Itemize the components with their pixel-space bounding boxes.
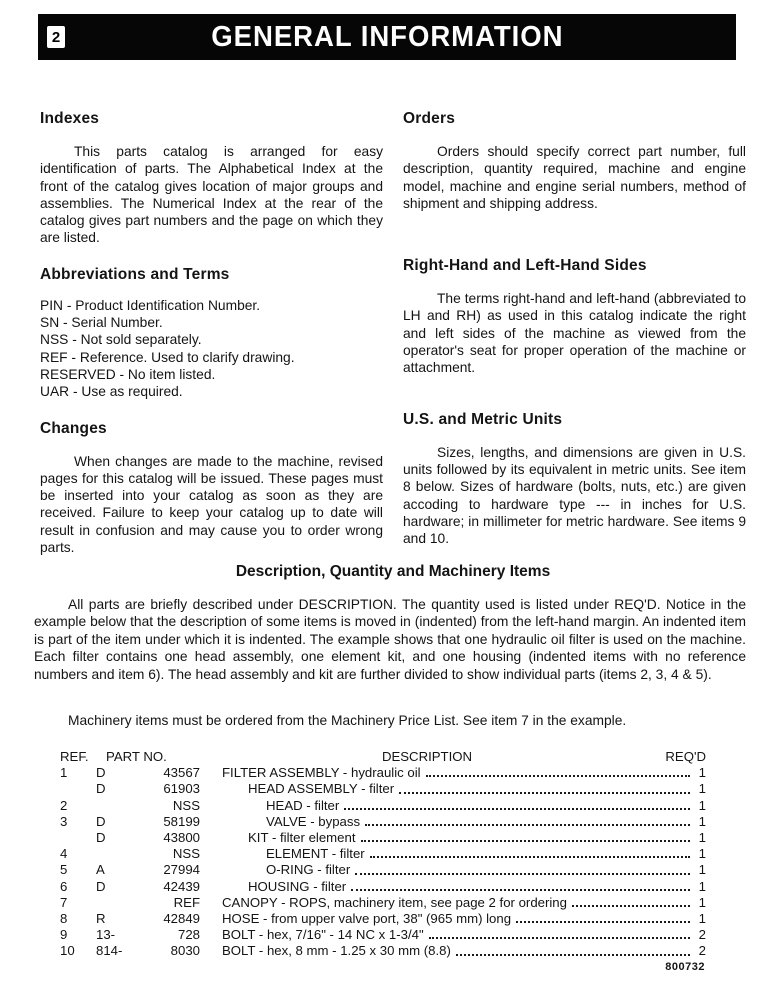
description-cell bbox=[200, 911, 690, 927]
dot-leader bbox=[567, 895, 690, 911]
ref-cell: 4 bbox=[60, 846, 68, 862]
section-orders bbox=[403, 104, 746, 212]
description-text: ELEMENT - filter bbox=[266, 846, 365, 862]
description-cell bbox=[200, 862, 690, 878]
ref-cell: 9 bbox=[60, 927, 68, 943]
abbreviations-list bbox=[40, 297, 383, 401]
reqd-cell: 1 bbox=[698, 878, 706, 894]
section-indexes bbox=[40, 104, 383, 247]
part-prefix-cell: D bbox=[96, 830, 106, 846]
dot-leader bbox=[350, 862, 690, 878]
description-cell bbox=[200, 895, 690, 911]
description-text: HOUSING - filter bbox=[248, 878, 347, 894]
page-title: GENERAL INFORMATION bbox=[210, 20, 564, 53]
dot-leader bbox=[356, 830, 691, 846]
description-text: KIT - filter element bbox=[248, 830, 356, 846]
section-body: The terms right-hand and left-hand (abbreviated to LH and RH) as used in this catalog indicate the right and left sides of the machine as viewed from the operator's seat for proper operation of the machine or attachment. bbox=[403, 291, 746, 376]
ref-cell: 2 bbox=[60, 797, 68, 813]
description-text: BOLT - hex, 7/16" - 14 NC x 1-3/4" bbox=[222, 927, 424, 943]
part-prefix-cell: D bbox=[96, 813, 106, 829]
right-column bbox=[403, 104, 746, 556]
part-prefix-cell: A bbox=[96, 862, 105, 878]
description-column-header: DESCRIPTION bbox=[381, 749, 473, 764]
two-column-region bbox=[40, 104, 746, 556]
reqd-cell: 1 bbox=[698, 894, 706, 910]
description-cell bbox=[200, 830, 690, 846]
part-number-cell: 42849 bbox=[163, 911, 200, 927]
part-number-cell: 8030 bbox=[170, 943, 200, 959]
section-abbreviations bbox=[40, 260, 383, 401]
section-heading: Orders bbox=[403, 110, 456, 127]
description-text: O-RING - filter bbox=[266, 862, 351, 878]
part-number-cell: 728 bbox=[177, 927, 200, 943]
part-number-cell: 42439 bbox=[163, 878, 200, 894]
description-cell bbox=[200, 765, 690, 781]
description-cell bbox=[200, 814, 690, 830]
table-row bbox=[60, 911, 706, 927]
section-heading: Abbreviations and Terms bbox=[40, 265, 230, 283]
section-heading: Indexes bbox=[40, 110, 100, 127]
part-number-cell: 61903 bbox=[163, 781, 200, 797]
parts-table-body bbox=[60, 765, 706, 959]
part-prefix-cell bbox=[96, 846, 138, 862]
part-number-cell: NSS bbox=[172, 846, 200, 862]
left-column bbox=[40, 104, 383, 556]
table-row bbox=[60, 830, 706, 846]
abbreviation-line: SN - Serial Number. bbox=[40, 315, 163, 331]
part-number-cell: 43567 bbox=[163, 765, 200, 781]
ref-column-header: REF. bbox=[60, 749, 89, 764]
table-row bbox=[60, 765, 706, 781]
section-heading: U.S. and Metric Units bbox=[403, 410, 563, 428]
abbreviation-line: REF - Reference. Used to clarify drawing. bbox=[40, 349, 295, 365]
reqd-cell: 2 bbox=[698, 943, 706, 959]
reqd-cell: 1 bbox=[698, 911, 706, 927]
description-cell bbox=[200, 781, 690, 797]
title-bar bbox=[38, 14, 736, 60]
ref-cell: 1 bbox=[60, 765, 68, 781]
reqd-cell: 1 bbox=[698, 862, 706, 878]
ref-cell: 6 bbox=[60, 878, 68, 894]
reqd-cell: 1 bbox=[698, 797, 706, 813]
reqd-cell: 1 bbox=[698, 765, 706, 781]
ref-cell bbox=[60, 830, 96, 846]
part-prefix-cell: 13- bbox=[96, 927, 116, 943]
middle-section-heading: Description, Quantity and Machinery Items bbox=[235, 563, 551, 580]
table-row bbox=[60, 814, 706, 830]
ref-cell: 10 bbox=[60, 943, 75, 959]
description-cell bbox=[200, 943, 690, 959]
description-text: HEAD ASSEMBLY - filter bbox=[248, 781, 395, 797]
description-cell bbox=[200, 846, 690, 862]
description-text: VALVE - bypass bbox=[266, 813, 361, 829]
section-us-metric-units bbox=[403, 405, 746, 548]
dot-leader bbox=[346, 879, 690, 895]
section-body: This parts catalog is arranged for easy identification of parts. The Alphabetical Index at the front of the catalog gives location of major groups and assemblies. The Numerical Index at the rear of the catalog gives part numbers and the page on which they are listed. bbox=[40, 144, 383, 246]
section-right-left-hand bbox=[403, 251, 746, 376]
reqd-cell: 1 bbox=[698, 781, 706, 797]
reqd-cell: 1 bbox=[698, 813, 706, 829]
abbreviation-line: PIN - Product Identification Number. bbox=[40, 297, 261, 313]
part-no-column-header: PART NO. bbox=[106, 749, 167, 764]
ref-cell bbox=[60, 781, 96, 797]
dot-leader bbox=[451, 943, 690, 959]
dot-leader bbox=[511, 911, 690, 927]
section-body: Orders should specify correct part number, full description, quantity required, machine and engine model, machine and engine serial numbers, method of shipment and shipping address. bbox=[403, 144, 746, 211]
page-number-badge: 2 bbox=[47, 26, 65, 48]
table-row bbox=[60, 943, 706, 959]
dot-leader bbox=[365, 846, 690, 862]
description-text: HEAD - filter bbox=[266, 797, 340, 813]
description-text: FILTER ASSEMBLY - hydraulic oil bbox=[222, 765, 421, 781]
section-heading: Changes bbox=[40, 419, 107, 437]
table-row bbox=[60, 846, 706, 862]
part-prefix-cell bbox=[96, 798, 138, 814]
abbreviation-line: NSS - Not sold separately. bbox=[40, 332, 202, 348]
abbreviation-line: UAR - Use as required. bbox=[40, 384, 183, 400]
description-text: BOLT - hex, 8 mm - 1.25 x 30 mm (8.8) bbox=[222, 943, 451, 959]
part-number-cell: NSS bbox=[172, 797, 200, 813]
ref-cell: 8 bbox=[60, 911, 68, 927]
table-row bbox=[60, 879, 706, 895]
ref-cell: 5 bbox=[60, 862, 68, 878]
reqd-column-header: REQ'D bbox=[665, 749, 706, 764]
section-changes bbox=[40, 414, 383, 557]
description-text: CANOPY - ROPS, machinery item, see page 2 for ordering bbox=[222, 894, 567, 910]
middle-paragraph-2: Machinery items must be ordered from the Machinery Price List. See item 7 in the example. bbox=[68, 713, 627, 728]
section-heading: Right-Hand and Left-Hand Sides bbox=[403, 257, 647, 275]
table-row bbox=[60, 927, 706, 943]
part-number-cell: REF bbox=[173, 894, 200, 910]
part-prefix-cell: 814- bbox=[96, 943, 123, 959]
ref-cell: 3 bbox=[60, 813, 68, 829]
reqd-cell: 1 bbox=[698, 830, 706, 846]
table-row bbox=[60, 781, 706, 797]
form-number: 800732 bbox=[665, 961, 705, 973]
part-number-cell: 43800 bbox=[163, 830, 200, 846]
table-row bbox=[60, 862, 706, 878]
description-text: HOSE - from upper valve port, 38" (965 mm) long bbox=[222, 911, 512, 927]
reqd-cell: 1 bbox=[698, 846, 706, 862]
part-number-cell: 27994 bbox=[163, 862, 200, 878]
middle-paragraph-1: All parts are briefly described under DESCRIPTION. The quantity used is listed under REQ'D. Notice in the example below that the description of some items is moved in (indented) from the left-hand margin. An indented item is part of the item under which it is indented. The example shows that one hydraulic oil filter is used on the machine. Each filter contains one head assembly, one element kit, and one housing (indented items with no reference numbers and item 6). The head assembly and kit are further divided to show individual parts (items 2, 3, 4 & 5). bbox=[34, 597, 746, 682]
description-cell bbox=[200, 927, 690, 943]
section-body: Sizes, lengths, and dimensions are given in U.S. units followed by its equivalent in metric units. See item 8 below. Sizes of hardware (bolts, nuts, etc.) are given accoding to hardware type --- in inches for U.S. hardware; in millimeter for metric hardware. See items 9 and 10. bbox=[403, 444, 746, 547]
table-header-row bbox=[60, 749, 706, 765]
table-row bbox=[60, 798, 706, 814]
description-cell bbox=[200, 798, 690, 814]
ref-cell: 7 bbox=[60, 894, 68, 910]
part-prefix-cell: D bbox=[96, 878, 106, 894]
part-number-cell: 58199 bbox=[163, 813, 200, 829]
description-cell bbox=[200, 879, 690, 895]
dot-leader bbox=[339, 798, 690, 814]
part-prefix-cell bbox=[96, 895, 138, 911]
part-prefix-cell: D bbox=[96, 765, 106, 781]
dot-leader bbox=[424, 927, 690, 943]
dot-leader bbox=[360, 814, 690, 830]
dot-leader bbox=[394, 781, 690, 797]
part-prefix-cell: R bbox=[96, 911, 106, 927]
reqd-cell: 2 bbox=[698, 927, 706, 943]
abbreviation-line: RESERVED - No item listed. bbox=[40, 366, 216, 382]
table-row bbox=[60, 895, 706, 911]
section-body: When changes are made to the machine, revised pages for this catalog will be issued. These pages must be inserted into your catalog as soon as they are received. Failure to keep your catalog up to date will result in confusion and may cause you to order wrong parts. bbox=[40, 453, 383, 556]
dot-leader bbox=[421, 765, 690, 781]
part-prefix-cell: D bbox=[96, 781, 106, 797]
parts-table bbox=[60, 749, 706, 960]
